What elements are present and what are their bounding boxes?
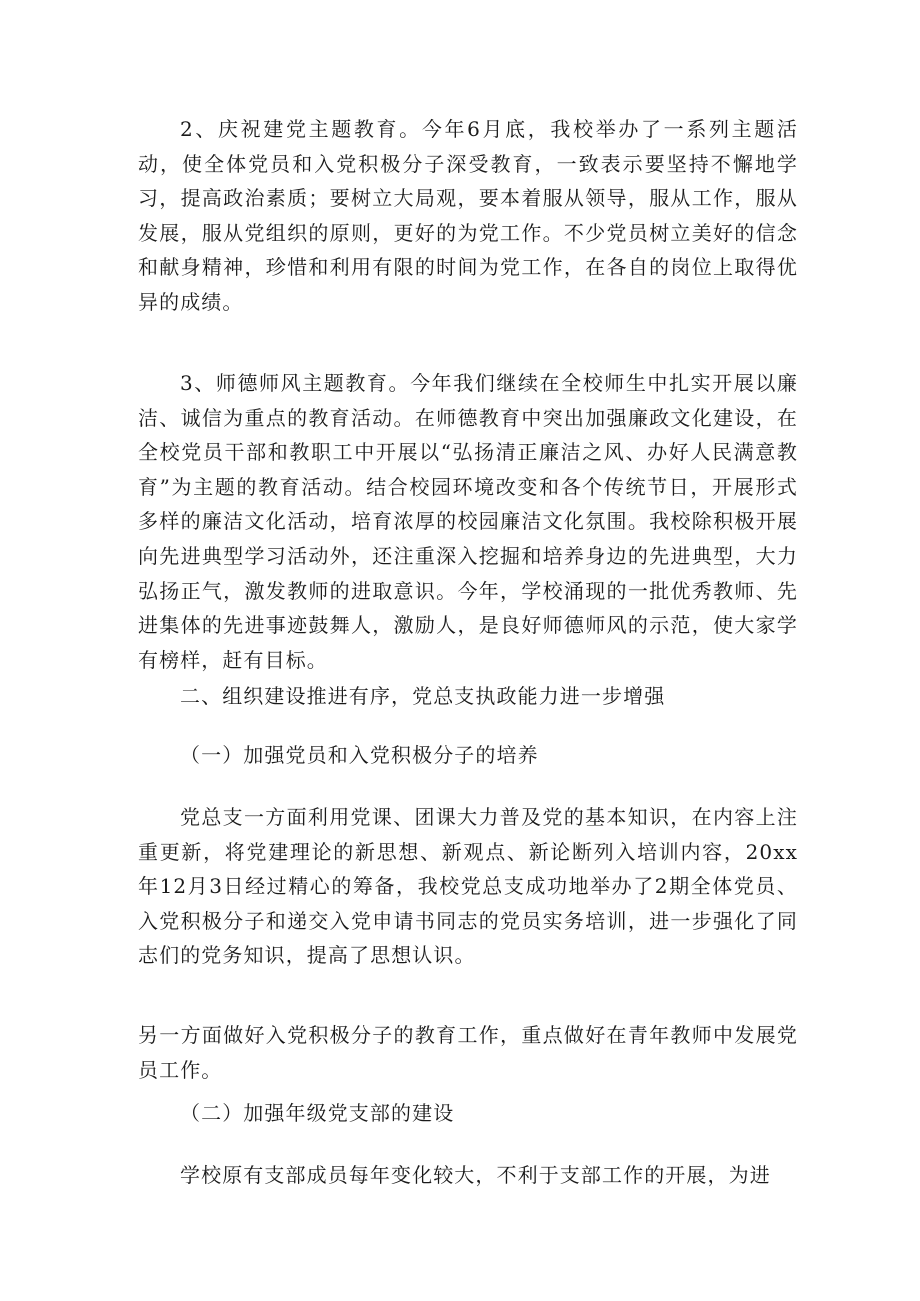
- subsection-heading-branch-building: （二）加强年级党支部的建设: [180, 1101, 455, 1125]
- paragraph-party-lessons: 党总支一方面利用党课、团课大力普及党的基本知识，在内容上注重更新，将党建理论的新思想、新观点、新论断列入培训内容，20xx年12月3日经过精心的筹备，我校党总支成功地举办了2期全体党员、入党积极分子和递交入党申请书同志的党员实务培训，进一步强化了同志们的党务知识，提高了思想认识。: [138, 805, 798, 968]
- section-heading-organization-building: 二、组织建设推进有序，党总支执政能力进一步增强: [180, 684, 666, 708]
- paragraph-activist-education: 另一方面做好入党积极分子的教育工作，重点做好在青年教师中发展党员工作。: [138, 1023, 798, 1082]
- subsection-heading-member-training: （一）加强党员和入党积极分子的培养: [180, 743, 539, 767]
- paragraph-teacher-ethics-education: 3、师德师风主题教育。今年我们继续在全校师生中扎实开展以廉洁、诚信为重点的教育活动。在师德教育中突出加强廉政文化建设，在全校党员干部和教职工中开展以“弘扬清正廉洁之风、办好人民满意教育”为主题的教育活动。结合校园环境改变和各个传统节日，开展形式多样的廉洁文化活动，培育浓厚的校园廉洁文化氛围。我校除积极开展向先进典型学习活动外，还注重深入挖掘和培养身边的先进典型，大力弘扬正气，激发教师的进取意识。今年，学校涌现的一批优秀教师、先进集体的先进事迹鼓舞人，激励人，是良好师德师风的示范，使大家学有榜样，赶有目标。: [138, 371, 798, 672]
- paragraph-party-anniversary-education: 2、庆祝建党主题教育。今年6月底，我校举办了一系列主题活动，使全体党员和入党积极分子深受教育，一致表示要坚持不懈地学习，提高政治素质；要树立大局观，要本着服从领导，服从工作，服从发展，服从党组织的原则，更好的为党工作。不少党员树立美好的信念和献身精神，珍惜和利用有限的时间为党工作，在各自的岗位上取得优异的成绩。: [138, 117, 798, 314]
- paragraph-branch-changes: 学校原有支部成员每年变化较大，不利于支部工作的开展，为进: [180, 1163, 771, 1187]
